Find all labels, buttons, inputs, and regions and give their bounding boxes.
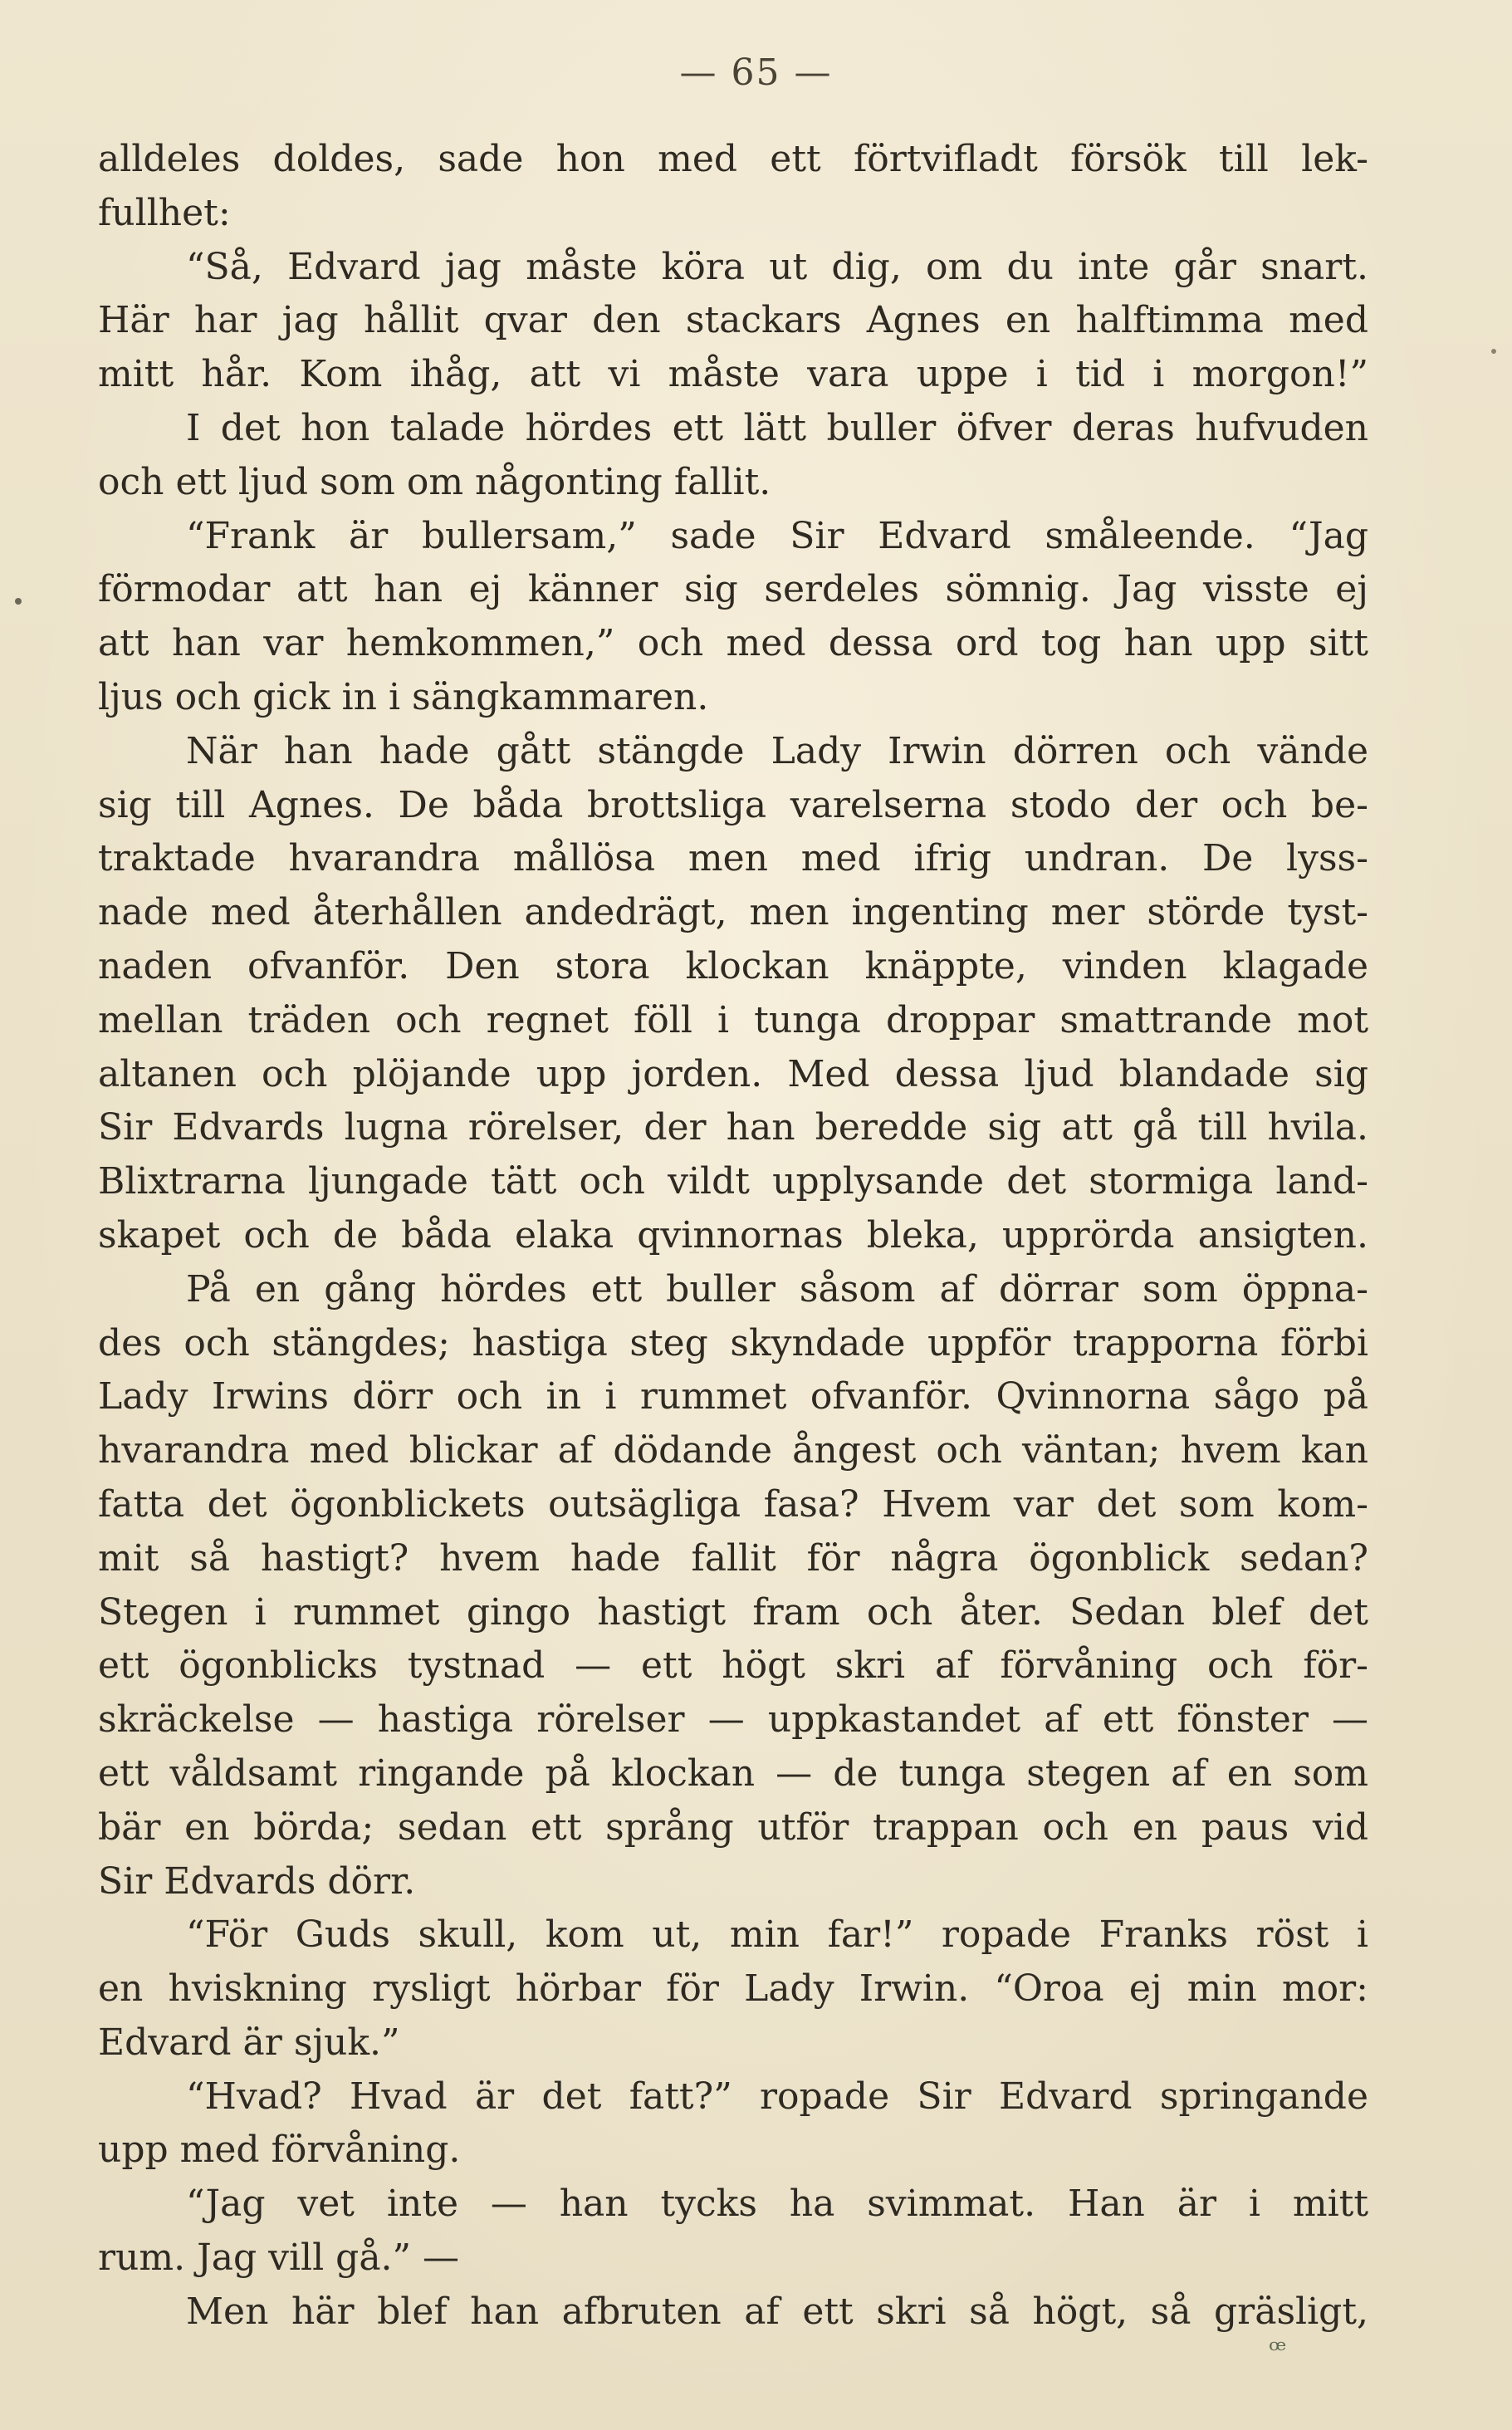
text-line: en hviskning rysligt hörbar för Lady Irwin. “Oroa ej min mor: [98,1967,1368,2011]
page-number: — 65 — [679,51,833,94]
text-line: naden ofvanför. Den stora klockan knäppte, vinden klagade [98,944,1368,987]
text-line: “För Guds skull, kom ut, min far!” ropade Franks röst i [186,1913,1368,1957]
printer-ornament-icon: ꟹ [1269,2334,1287,2367]
text-line: alldeles doldes, sade hon med ett förtvifladt försök till lek- [98,138,1368,180]
body-text [98,133,1368,2339]
text-line: På en gång hördes ett buller såsom af dörrar som öppna- [186,1267,1368,1311]
text-line: mitt hår. Kom ihåg, att vi måste vara uppe i tid i morgon!” [98,353,1368,396]
text-line: Sir Edvards lugna rörelser, der han beredde sig att gå till hvila. [98,1106,1368,1149]
text-line: des och stängdes; hastiga steg skyndade uppför trapporna förbi [98,1321,1368,1364]
text-line: I det hon talade hördes ett lätt buller öfver deras hufvuden [186,406,1368,449]
text-line: och ett ljud som om någonting fallit. [98,460,771,503]
text-line: ett våldsamt ringande på klockan — de tunga stegen af en som [98,1751,1368,1795]
text-line: Edvard är sjuk.” [98,2021,400,2064]
text-line: bär en börda; sedan ett språng utför trappan och en paus vid [98,1805,1368,1849]
margin-speck [1491,349,1496,354]
text-line: sig till Agnes. De båda brottsliga varelserna stodo der och be- [98,783,1368,826]
text-line: “Hvad? Hvad är det fatt?” ropade Sir Edvard springande [186,2075,1368,2118]
text-line: mit så hastigt? hvem hade fallit för några ögonblick sedan? [98,1536,1368,1580]
text-line: Här har jag hållit qvar den stackars Agnes en halftimma med [98,299,1368,342]
text-line: att han var hemkommen,” och med dessa ord tog han upp sitt [98,622,1368,665]
text-line: ljus och gick in i sängkammaren. [98,675,709,718]
text-line: “Så, Edvard jag måste köra ut dig, om du inte går snart. [186,245,1368,288]
text-line: skräckelse — hastiga rörelser — uppkastandet af ett fönster — [98,1698,1368,1742]
text-line: Stegen i rummet gingo hastigt fram och åter. Sedan blef det [98,1590,1368,1634]
text-line: Sir Edvards dörr. [98,1859,416,1903]
text-line: förmodar att han ej känner sig serdeles sömnig. Jag visste ej [98,568,1368,611]
text-line: fatta det ögonblickets outsägliga fasa? Hvem var det som kom- [98,1482,1368,1526]
text-line: upp med förvåning. [98,2129,461,2172]
text-line: altanen och plöjande upp jorden. Med dessa ljud blandade sig [98,1052,1368,1095]
text-line: När han hade gått stängde Lady Irwin dörren och vände [186,729,1368,772]
text-line: hvarandra med blickar af dödande ångest och väntan; hvem kan [98,1429,1368,1472]
text-line: ett ögonblicks tystnad — ett högt skri af förvåning och för- [98,1644,1368,1688]
margin-speck [15,598,22,605]
text-line: Blixtrarna ljungade tätt och vildt upplysande det stormiga land- [98,1160,1368,1203]
text-line: mellan träden och regnet föll i tunga droppar smattrande mot [98,998,1368,1041]
text-line: “Frank är bullersam,” sade Sir Edvard småleende. “Jag [186,514,1368,557]
text-line: Men här blef han afbruten af ett skri så högt, så gräsligt, [186,2290,1368,2333]
text-line: nade med återhållen andedrägt, men ingenting mer störde tyst- [98,891,1368,934]
text-line: Lady Irwins dörr och in i rummet ofvanför. Qvinnorna sågo på [98,1375,1368,1418]
text-line: rum. Jag vill gå.” — [98,2236,460,2280]
text-line: “Jag vet inte — han tycks ha svimmat. Han är i mitt [186,2183,1368,2226]
text-line: traktade hvarandra mållösa men med ifrig undran. De lyss- [98,837,1368,880]
text-line: fullhet: [98,191,231,234]
text-line: skapet och de båda elaka qvinnornas bleka, upprörda ansigten. [98,1213,1368,1257]
